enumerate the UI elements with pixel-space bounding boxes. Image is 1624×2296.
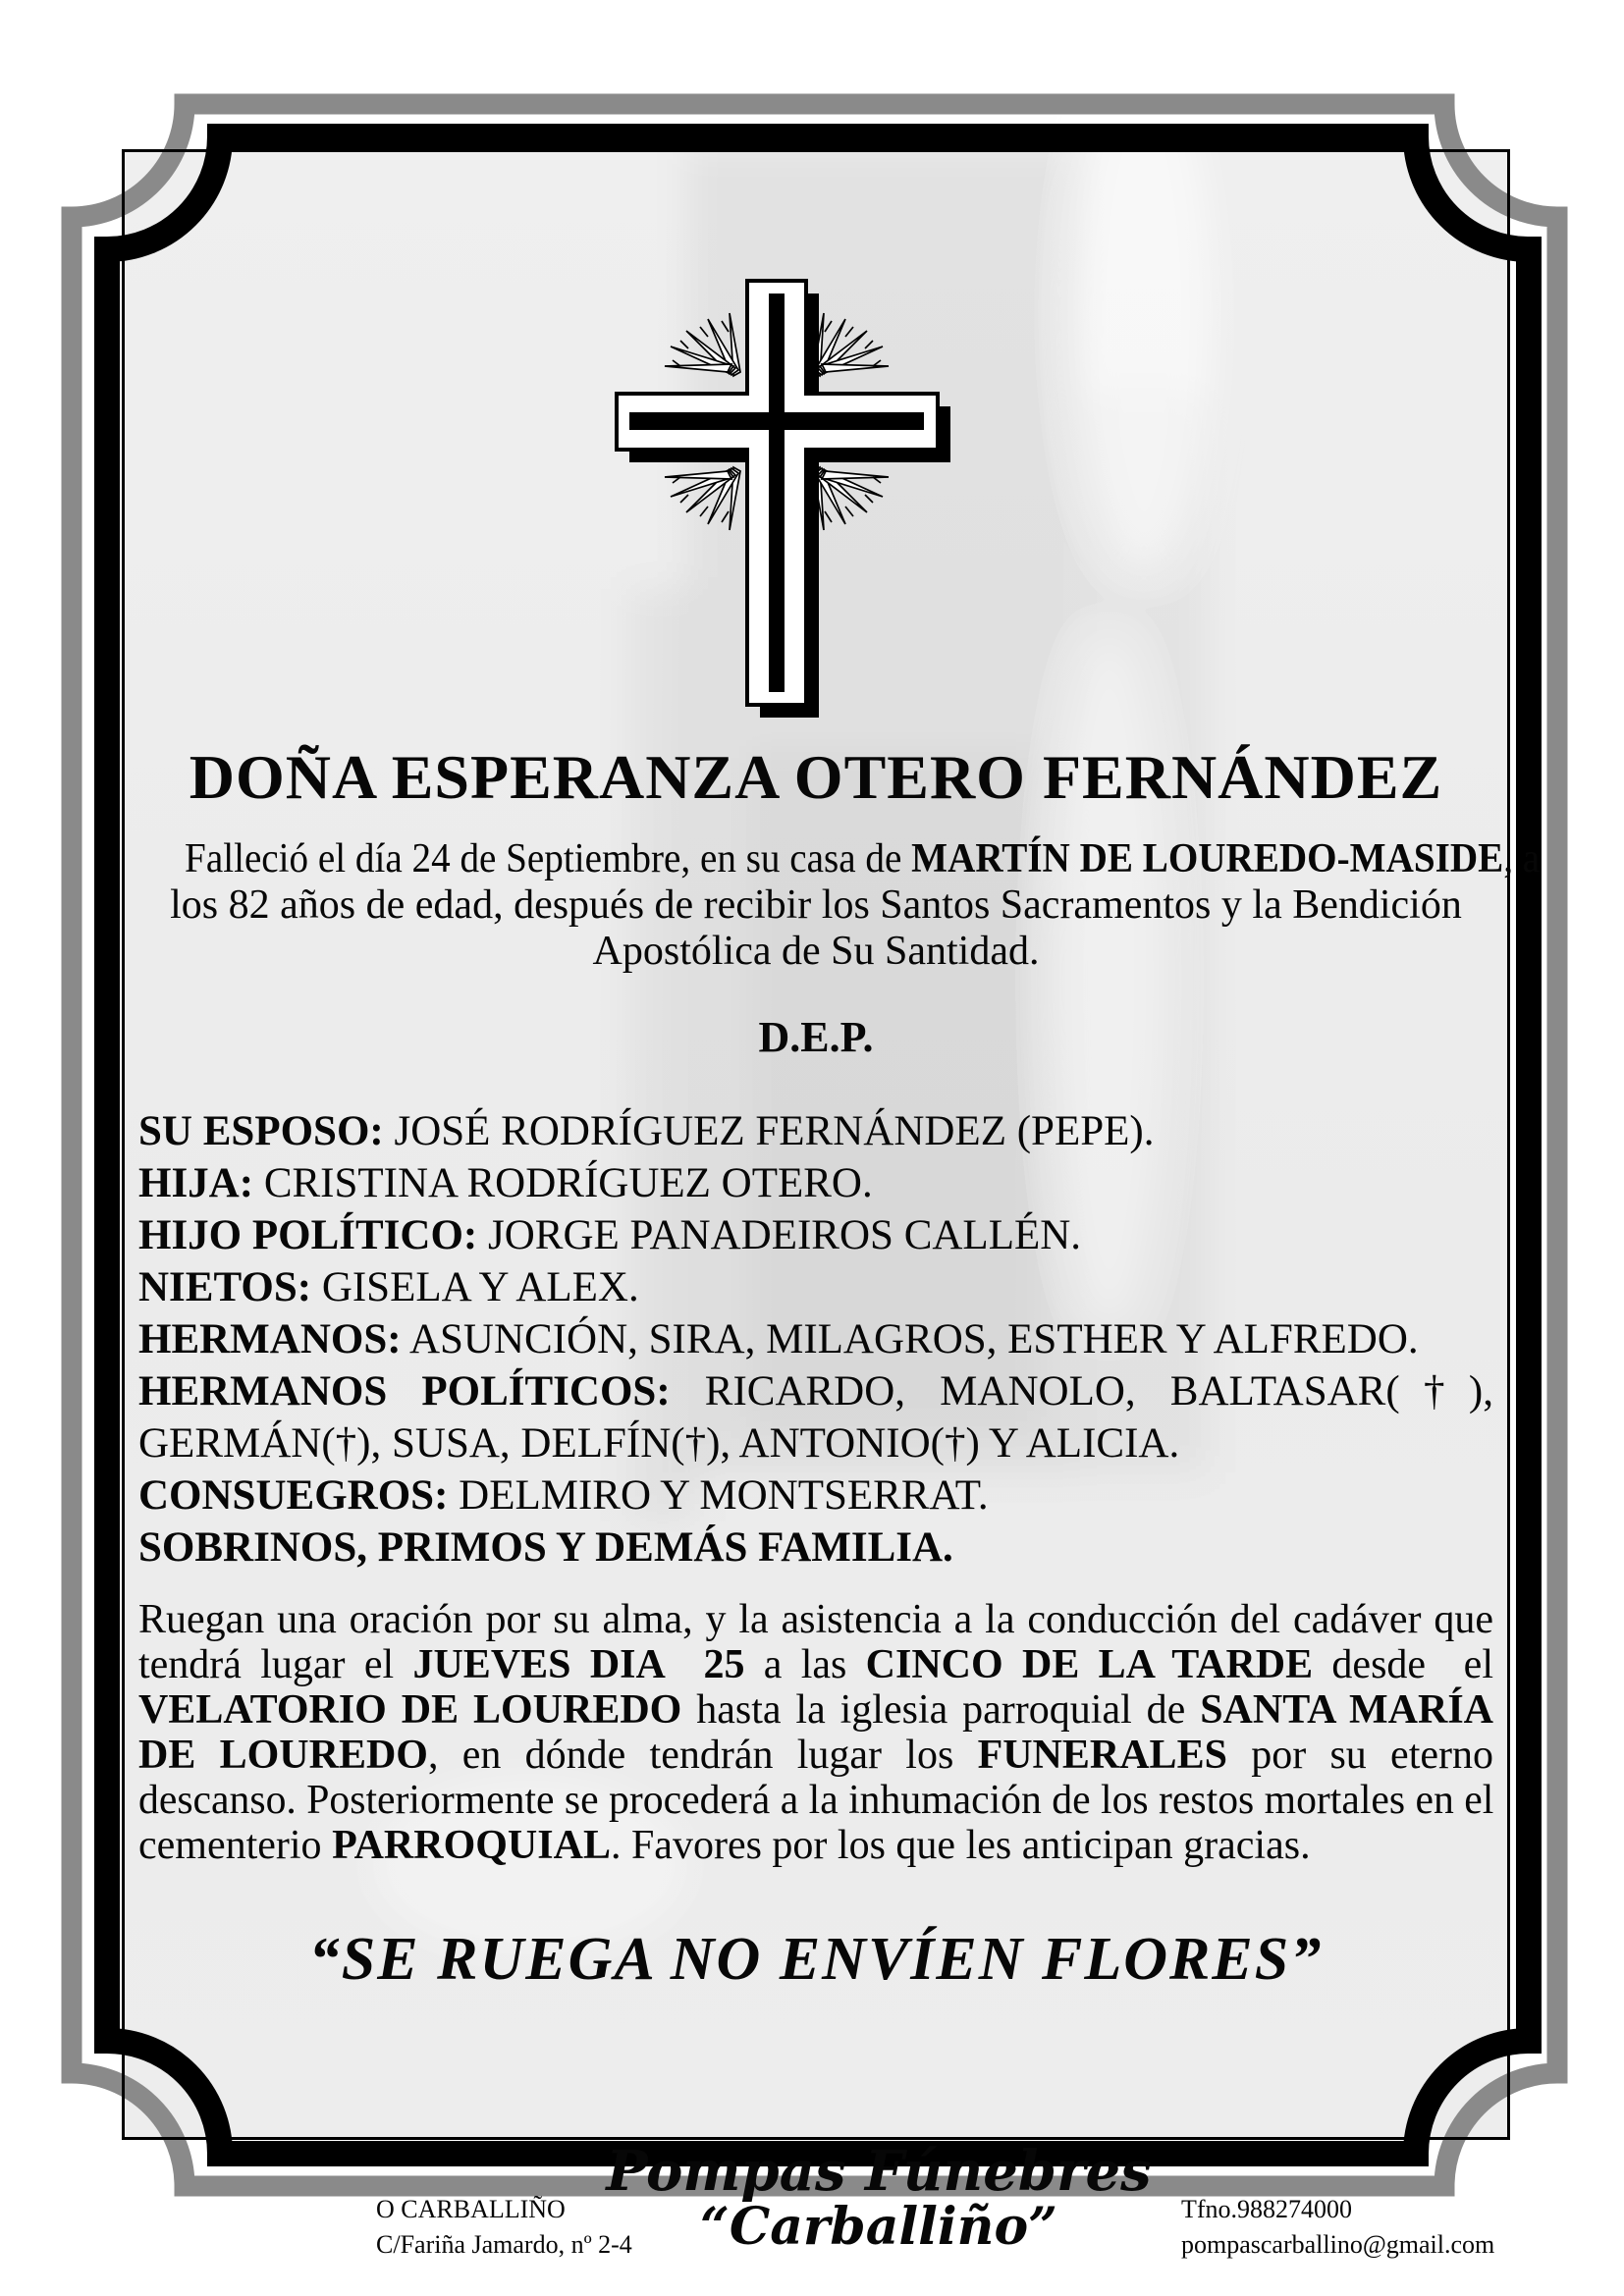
esquela-content: [123, 150, 1541, 2259]
footer-street: C/Fariña Jamardo, nº 2-4: [376, 2230, 632, 2259]
funeral-home-brand: “Carballiño”: [699, 2197, 1058, 2257]
text-line: Falleció el día 24 de Septiembre, en su casa de MARTÍN DE LOUREDO-MASIDE, a: [185, 836, 1541, 881]
text-line: SU ESPOSO: JOSÉ RODRÍGUEZ FERNÁNDEZ (PEPE).: [138, 1108, 1155, 1154]
text-line: CONSUEGROS: DELMIRO Y MONTSERRAT.: [138, 1472, 989, 1519]
footer-town: O CARBALLIÑO: [376, 2195, 566, 2223]
footer-email: pompascarballino@gmail.com: [1181, 2230, 1495, 2259]
text-line: NIETOS: GISELA Y ALEX.: [138, 1264, 639, 1310]
deceased-name: DOÑA ESPERANZA OTERO FERNÁNDEZ: [189, 742, 1443, 812]
intro-paragraph: [138, 836, 1541, 975]
funeral-announcement-paragraph: [138, 1597, 1493, 1868]
text-line: HERMANOS: ASUNCIÓN, SIRA, MILAGROS, ESTHER Y ALFREDO.: [138, 1316, 1419, 1362]
text-line: DE LOUREDO, en dónde tendrán lugar los FUNERALES por su eterno: [138, 1733, 1493, 1778]
text-line: Apostólica de Su Santidad.: [592, 929, 1040, 974]
dep-abbreviation: D.E.P.: [758, 1013, 874, 1061]
text-line: Ruegan una oración por su alma, y la asistencia a la conducción del cadáver que: [138, 1597, 1493, 1642]
text-line: HIJO POLÍTICO: JORGE PANADEIROS CALLÉN.: [138, 1212, 1082, 1258]
text-line: tendrá lugar el JUEVES DIA 25 a las CINCO DE LA TARDE desde el: [138, 1642, 1493, 1687]
text-line: HIJA: CRISTINA RODRÍGUEZ OTERO.: [138, 1160, 873, 1206]
text-line: los 82 años de edad, después de recibir los Santos Sacramentos y la Bendición: [170, 882, 1462, 928]
text-line: GERMÁN(†), SUSA, DELFÍN(†), ANTONIO(†) Y ALICIA.: [138, 1420, 1180, 1467]
funeral-home-name: Pompas Fúnebres: [606, 2139, 1152, 2204]
footer-address-block: [376, 2192, 632, 2263]
text-line: descanso. Posteriormente se procederá a la inhumación de los restos mortales en el: [138, 1778, 1494, 1823]
text-line: HERMANOS POLÍTICOS: RICARDO, MANOLO, BALTASAR(†),: [138, 1368, 1493, 1415]
footer-phone: Tfno.988274000: [1181, 2195, 1353, 2223]
cross-inner-bars: [629, 294, 924, 692]
text-line: SOBRINOS, PRIMOS Y DEMÁS FAMILIA.: [138, 1524, 953, 1571]
no-flowers-note: “SE RUEGA NO ENVÍEN FLORES”: [308, 1926, 1324, 1993]
footer-contact-block: [1181, 2192, 1494, 2263]
funeral-home-logo: [606, 2139, 1152, 2257]
text-line: cementerio PARROQUIAL. Favores por los que les anticipan gracias.: [138, 1823, 1311, 1868]
family-list: [138, 1105, 1493, 1574]
text-line: VELATORIO DE LOUREDO hasta la iglesia parroquial de SANTA MARÍA: [138, 1687, 1493, 1733]
latin-cross-icon: [612, 276, 950, 727]
